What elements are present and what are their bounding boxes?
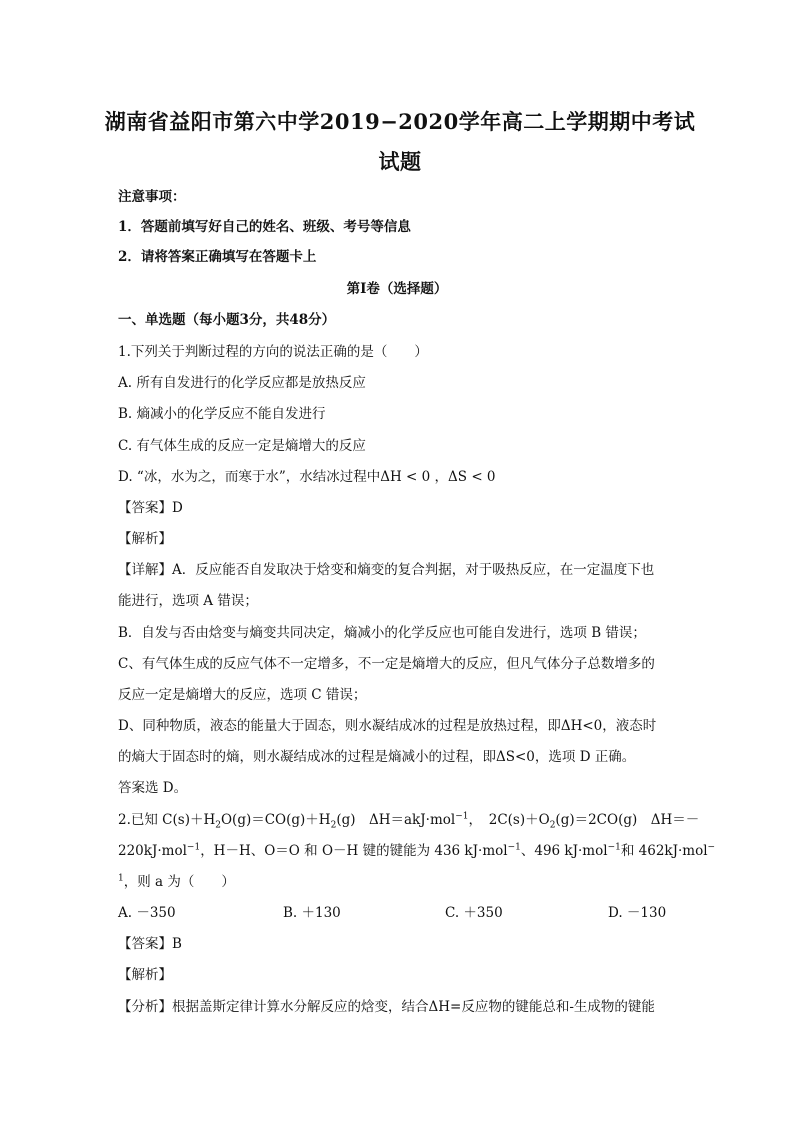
q1-option-b: B. 熵减小的化学反应不能自发进行 bbox=[118, 406, 326, 422]
notice-item-2: 2．请将答案正确填写在答题卡上 bbox=[118, 249, 317, 265]
q2-stem-part: ，则 a 为（ ） bbox=[123, 874, 235, 890]
subscript: 2 bbox=[330, 820, 337, 831]
q1-option-d: D. “冰，水为之，而寒于水”，水结冰过程中ΔH < 0 ，ΔS < 0 bbox=[118, 469, 496, 485]
q2-stem-line1 bbox=[118, 811, 699, 829]
document-title-line1: 湖南省益阳市第六中学2019−2020学年高二上学期期中考试 bbox=[104, 109, 696, 134]
q1-detail-line6: D、同种物质，液态的能量大于固态，则水凝结成冰的过程是放热过程，即ΔH<0，液态时 bbox=[118, 718, 657, 734]
notice-item-1: 1．答题前填写好自己的姓名、班级、考号等信息 bbox=[118, 219, 411, 235]
q1-stem: 1.下列关于判断过程的方向的说法正确的是（ ） bbox=[118, 344, 428, 360]
q2-option-b: B. ＋130 bbox=[283, 905, 341, 921]
q2-analysis-label: 【解析】 bbox=[118, 967, 172, 983]
superscript: −1 bbox=[507, 842, 521, 853]
q2-stem-part: 2.已知 C(s)＋H bbox=[118, 812, 216, 828]
superscript: − bbox=[707, 842, 716, 853]
superscript: −1 bbox=[455, 811, 469, 822]
q2-stem-part: ，H－H、O＝O 和 O－H 键的键能为 436 kJ·mol bbox=[200, 843, 508, 859]
q1-detail-line5: 反应一定是熵增大的反应，选项 C 错误； bbox=[118, 687, 367, 703]
subscript: 2 bbox=[549, 820, 556, 831]
q1-answer: 【答案】D bbox=[118, 500, 183, 516]
q1-option-a: A. 所有自发进行的化学反应都是放热反应 bbox=[118, 375, 366, 391]
q2-stem-part: (g)＝2CO(g) ΔH＝－ bbox=[555, 812, 700, 828]
part-heading: 一、单选题（每小题3分，共48分） bbox=[118, 312, 336, 328]
subscript: 2 bbox=[215, 820, 221, 831]
q2-stem-line3 bbox=[118, 873, 235, 891]
q1-detail-line4: C、有气体生成的反应气体不一定增多，不一定是熵增大的反应，但凡气体分子总数增多的 bbox=[118, 656, 655, 672]
q2-option-d: D. －130 bbox=[608, 905, 667, 921]
q1-conclusion: 答案选 D。 bbox=[118, 780, 188, 796]
q2-stem-part: (g) ΔH＝akJ·mol bbox=[336, 812, 456, 828]
q2-stem-part: ， 2C(s)＋O bbox=[468, 812, 550, 828]
q1-detail-line1: 【详解】A．反应能否自发取决于焓变和熵变的复合判据，对于吸热反应，在一定温度下也 bbox=[118, 562, 655, 578]
q2-option-a: A. －350 bbox=[118, 905, 176, 921]
notice-heading: 注意事项： bbox=[118, 189, 186, 205]
superscript: 1 bbox=[118, 873, 124, 884]
q1-detail-line7: 的熵大于固态时的熵，则水凝结成冰的过程是熵减小的过程，即ΔS<0，选项 D 正确。 bbox=[118, 749, 636, 765]
superscript: −1 bbox=[607, 842, 621, 853]
q1-analysis-label: 【解析】 bbox=[118, 531, 172, 547]
q1-detail-line2: 能进行，选项 A 错误； bbox=[118, 593, 258, 609]
q2-stem-part: 和 462kJ·mol bbox=[620, 843, 708, 859]
q1-option-c: C. 有气体生成的反应一定是熵增大的反应 bbox=[118, 438, 366, 454]
document-title-line2: 试题 bbox=[378, 149, 422, 174]
superscript: −1 bbox=[186, 842, 201, 853]
q2-stem-line2 bbox=[118, 842, 715, 860]
q2-option-c: C. ＋350 bbox=[445, 905, 503, 921]
q2-answer: 【答案】B bbox=[118, 936, 182, 952]
q2-stem-part: O(g)＝CO(g)＋H bbox=[220, 812, 331, 828]
q2-stem-part: 、496 kJ·mol bbox=[520, 843, 608, 859]
q2-stem-part: 220kJ·mol bbox=[118, 843, 187, 859]
q1-detail-line3: B．自发与否由焓变与熵变共同决定，熵减小的化学反应也可能自发进行，选项 B 错误； bbox=[118, 625, 646, 641]
section-heading: 第Ⅰ卷（选择题） bbox=[346, 281, 448, 297]
q2-method: 【分析】根据盖斯定律计算水分解反应的焓变，结合ΔH=反应物的键能总和-生成物的键能 bbox=[118, 999, 655, 1015]
